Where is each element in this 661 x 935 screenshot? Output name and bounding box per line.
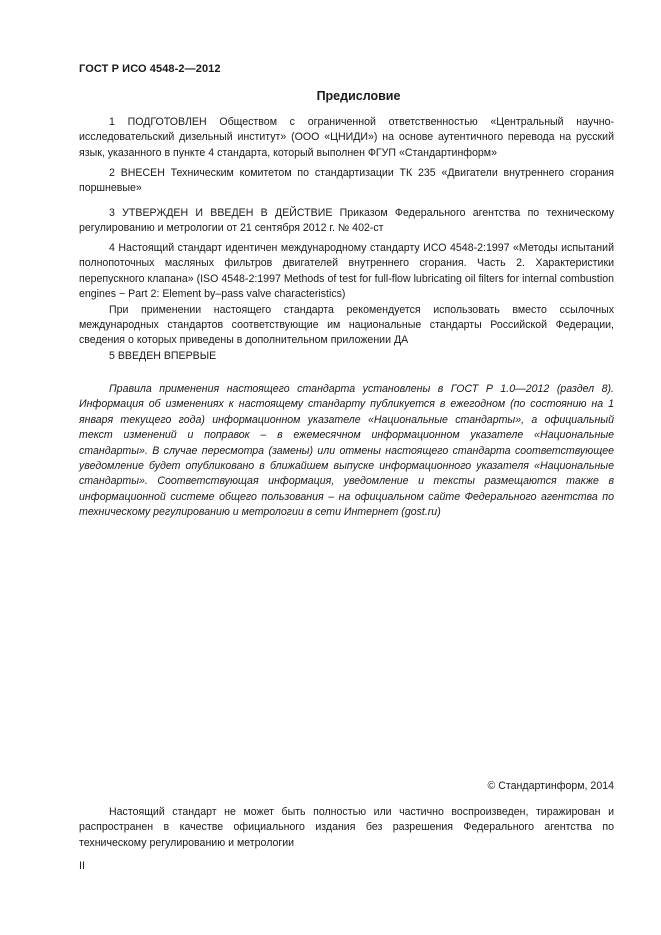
preface-item-3-block (79, 206, 614, 237)
preface-title: Предисловие (316, 89, 401, 103)
standard-code: ГОСТ Р ИСО 4548-2—2012 (79, 63, 221, 75)
preface-item-2-block (79, 166, 614, 197)
copyright: © Стандартинформ, 2014 (487, 780, 614, 792)
preface-item-5: 5 ВВЕДЕН ВПЕРВЫЕ (109, 349, 217, 362)
preface-item-3: 3 УТВЕРЖДЕН И ВВЕДЕН В ДЕЙСТВИЕ Приказом Федерального агентства по техническому регулированию и метрологии от 21 сентября 2012 г. № 402-ст (79, 207, 614, 235)
reproduction-notice: Настоящий стандарт не может быть полностью или частично воспроизведен, тиражирован и распространен в качестве официального издания без разрешения Федерального агентства по техническому регулированию и метрологии (79, 806, 614, 849)
preface-item-4: 4 Настоящий стандарт идентичен международному стандарту ИСО 4548-2:1997 «Методы испытаний полнопоточных масляных фильтров двигателей внутреннего сгорания. Часть 2. Характеристики перепускного клапана» (ISO 4548-2:1997 Methods of test for full-flow lubricating oil filters for internal combustion engines − Part 2: Element by–pass valve characteristics) (79, 242, 614, 301)
page-number: II (79, 860, 85, 872)
application-rules: Правила применения настоящего стандарта установлены в ГОСТ Р 1.0—2012 (раздел 8). Информация об изменениях к настоящему стандарту публикуется в ежегодном (по состоянию на 1 января текущего года) информационном указателе «Национальные стандарты», а официальный текст изменений и поправок – в ежемесячном информационном указателе «Национальные стандарты». В случае пересмотра (замены) или отмены настоящего стандарта соответствующее уведомление будет опубликовано в ближайшем выпуске информационного указателя «Национальные стандарты». Соответствующая информация, уведомление и тексты размещаются также в информационной системе общего пользования – на официальном сайте Федерального агентства по техническому регулированию и метрологии в сети Интернет (gost.ru) (79, 383, 614, 519)
preface-item-4-block (79, 241, 614, 364)
preface-item-1-block (79, 115, 614, 161)
preface-item-2: 2 ВНЕСЕН Техническим комитетом по стандартизации ТК 235 «Двигатели внутреннего сгорания поршневые» (79, 167, 614, 195)
preface-item-1: 1 ПОДГОТОВЛЕН Обществом с ограниченной ответственностью «Центральный научно-исследовательский дизельный институт» (ООО «ЦНИДИ») на основе аутентичного перевода на русский язык, указанного в пункте 4 стандарта, который выполнен ФГУП «Стандартинформ» (79, 116, 614, 159)
preface-item-4-note: При применении настоящего стандарта рекомендуется использовать вместо ссылочных международных стандартов соответствующие им национальные стандарты Российской Федерации, сведения о которых приведены в дополнительном приложении ДА (79, 303, 614, 347)
